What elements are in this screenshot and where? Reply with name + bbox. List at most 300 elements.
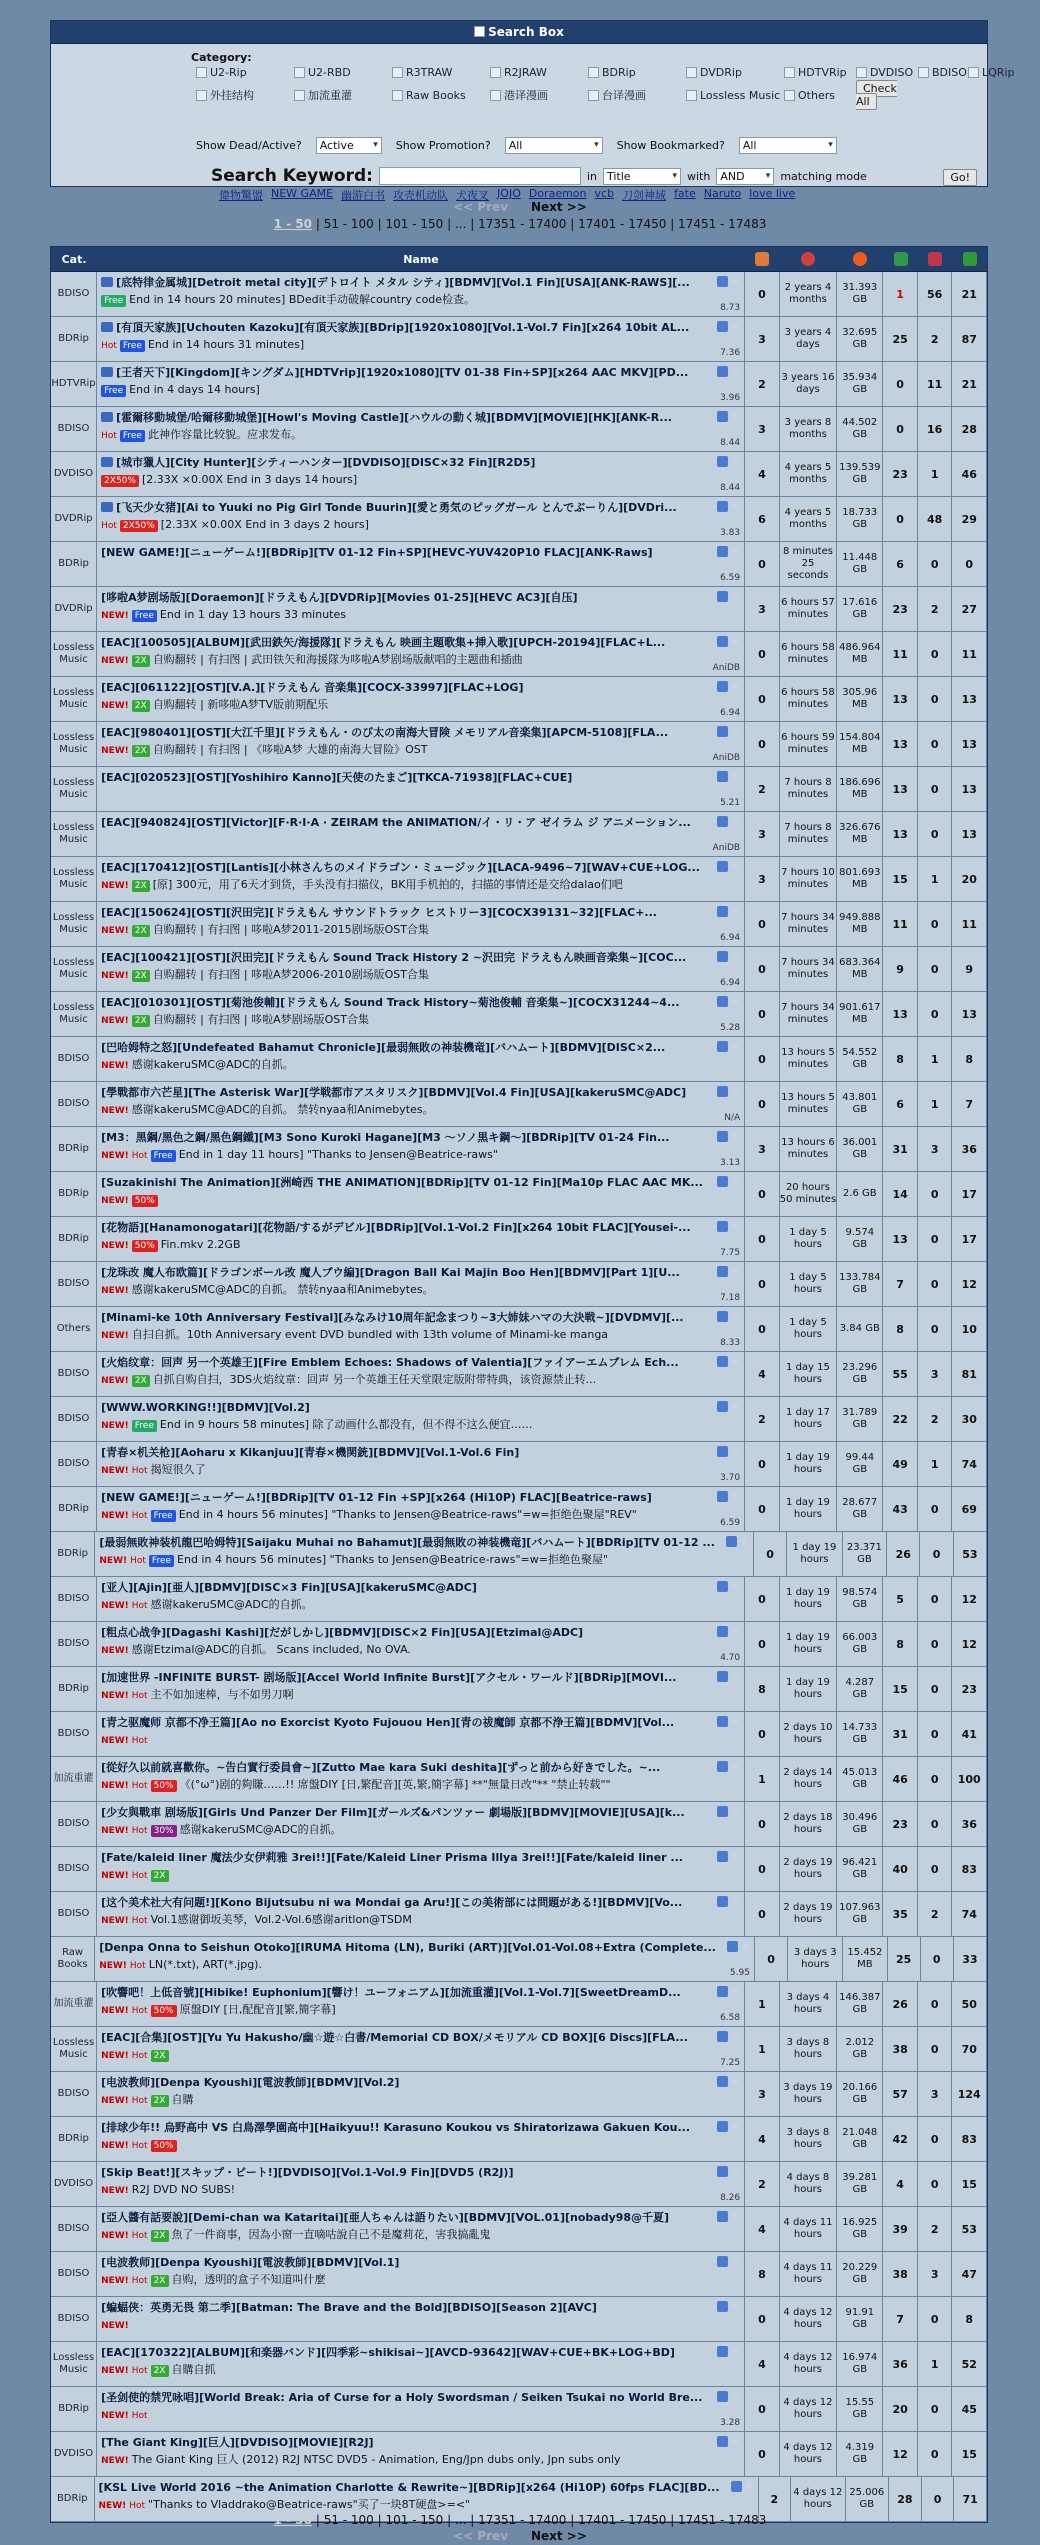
category-cell[interactable]: Lossless Music <box>51 992 97 1036</box>
completed-count[interactable]: 11 <box>952 632 987 676</box>
category-checkbox[interactable] <box>294 82 392 108</box>
prev-link[interactable]: << Prev <box>453 200 509 214</box>
comments-count[interactable]: 0 <box>745 1442 780 1486</box>
seeders-count[interactable]: 23 <box>883 1802 918 1846</box>
page-link[interactable]: 17451 - 17483 <box>678 2513 767 2527</box>
torrent-title[interactable]: [排球少年!! 烏野高中 VS 白鳥澤學園高中][Haikyuu!! Karasuno Koukou vs Shiratorizawa Gakuen Kou... <box>101 2121 691 2134</box>
category-checkbox[interactable] <box>392 82 490 108</box>
leechers-count[interactable]: 0 <box>918 1847 953 1891</box>
seeders-count[interactable]: 13 <box>883 677 918 721</box>
bookmark-star-icon[interactable]: ★ <box>743 2479 755 2493</box>
download-icon[interactable] <box>717 861 728 872</box>
category-checkbox[interactable] <box>294 66 392 79</box>
leechers-count[interactable]: 16 <box>918 407 953 451</box>
comments-count[interactable]: 0 <box>745 902 780 946</box>
seeders-count[interactable]: 12 <box>883 2432 918 2476</box>
completed-count[interactable]: 83 <box>952 1847 987 1891</box>
torrent-title[interactable]: [M3：黑鋼/黑色之鋼/黑色鋼鐵][M3 Sono Kuroki Hagane][M3 ～ソノ黒キ鋼～][BDRip][TV 01-24 Fin... <box>101 1131 670 1144</box>
completed-count[interactable]: 100 <box>952 1757 987 1801</box>
comments-count[interactable]: 1 <box>745 2027 780 2071</box>
download-icon[interactable] <box>717 1716 728 1727</box>
download-icon[interactable] <box>717 1041 728 1052</box>
category-cell[interactable]: BDISO <box>51 1622 97 1666</box>
category-cell[interactable]: Lossless Music <box>51 2027 97 2071</box>
comments-count[interactable]: 4 <box>745 2117 780 2161</box>
torrent-title[interactable]: [EAC][980401][OST][大江千里][ドラえもん・のび太の南海大冒険 メモリアル音楽集][APCM-5108][FLA... <box>101 726 669 739</box>
leechers-count[interactable]: 0 <box>918 1217 953 1261</box>
seeders-count[interactable]: 7 <box>883 2297 918 2341</box>
category-cell[interactable]: BDRip <box>51 2387 97 2431</box>
seeders-count[interactable]: 13 <box>883 722 918 766</box>
comments-count[interactable]: 3 <box>745 812 780 856</box>
bookmark-star-icon[interactable]: ★ <box>730 1219 741 1233</box>
leechers-count[interactable]: 0 <box>921 1937 954 1981</box>
bookmark-star-icon[interactable]: ★ <box>730 1624 741 1638</box>
bookmark-star-icon[interactable]: ★ <box>730 1894 741 1908</box>
checkbox-icon[interactable] <box>784 67 795 78</box>
completed-count[interactable]: 12 <box>952 1262 987 1306</box>
bookmark-star-icon[interactable]: ★ <box>730 319 741 333</box>
completed-count[interactable]: 17 <box>952 1172 987 1216</box>
torrent-title[interactable]: [The Giant King][巨人][DVDISO][MOVIE][R2J] <box>101 2436 374 2449</box>
download-icon[interactable] <box>717 1131 728 1142</box>
download-icon[interactable] <box>717 276 728 287</box>
completed-count[interactable]: 52 <box>952 2342 987 2386</box>
completed-count[interactable]: 0 <box>952 542 987 586</box>
leechers-count[interactable]: 0 <box>922 2477 955 2521</box>
completed-count[interactable]: 124 <box>952 2072 987 2116</box>
torrent-title[interactable]: [EAC][061122][OST][V.A.][ドラえもん 音楽集][COCX-33997][FLAC+LOG] <box>101 681 524 694</box>
bookmark-star-icon[interactable]: ★ <box>730 2119 741 2133</box>
leechers-count[interactable]: 0 <box>918 677 953 721</box>
download-icon[interactable] <box>717 1401 728 1412</box>
completed-count[interactable]: 12 <box>952 1622 987 1666</box>
category-cell[interactable]: Lossless Music <box>51 632 97 676</box>
page-link[interactable]: 17451 - 17483 <box>678 217 767 231</box>
seeders-count[interactable]: 13 <box>883 992 918 1036</box>
seeders-count[interactable]: 31 <box>883 1127 918 1171</box>
torrent-title[interactable]: [电波教师][Denpa Kyoushi][電波教師][BDMV][Vol.1] <box>101 2256 400 2269</box>
torrent-title[interactable]: [飞天少女猪][Ai to Yuuki no Pig Girl Tonde Buurin][愛と勇気のピッグガール とんでぶーりん][DVDri... <box>116 501 677 514</box>
category-checkbox[interactable] <box>856 66 918 79</box>
comments-count[interactable]: 0 <box>745 1847 780 1891</box>
bookmark-star-icon[interactable]: ★ <box>730 859 741 873</box>
check-all-button[interactable]: Check All <box>856 82 897 108</box>
bookmark-star-icon[interactable]: ★ <box>730 2074 741 2088</box>
comments-count[interactable]: 3 <box>745 587 780 631</box>
bookmark-star-icon[interactable]: ★ <box>730 1444 741 1458</box>
download-icon[interactable] <box>717 2166 728 2177</box>
seeders-count[interactable]: 38 <box>883 2252 918 2296</box>
download-icon[interactable] <box>717 816 728 827</box>
download-icon[interactable] <box>717 2256 728 2267</box>
download-icon[interactable] <box>717 456 728 467</box>
bookmark-star-icon[interactable]: ★ <box>730 2434 741 2448</box>
leechers-count[interactable]: 2 <box>918 317 953 361</box>
category-cell[interactable]: BDISO <box>51 1847 97 1891</box>
download-icon[interactable] <box>717 1896 728 1907</box>
category-cell[interactable]: DVDISO <box>51 2162 97 2206</box>
seeders-count[interactable]: 0 <box>883 362 918 406</box>
seeders-count[interactable]: 36 <box>883 2342 918 2386</box>
completed-count[interactable]: 87 <box>952 317 987 361</box>
torrent-title[interactable]: [花物語][Hanamonogatari][花物語/するがデビル][BDRip][Vol.1-Vol.2 Fin][x264 10bit FLAC][Yousei-... <box>101 1221 691 1234</box>
completed-count[interactable]: 20 <box>952 857 987 901</box>
header-comments[interactable] <box>745 252 780 266</box>
category-cell[interactable]: Lossless Music <box>51 677 97 721</box>
torrent-title[interactable]: [Minami-ke 10th Anniversary Festival][みなみけ10周年記念まつり~3大姉妹ハマの大決戦~][DVDMV][... <box>101 1311 684 1324</box>
bookmark-star-icon[interactable]: ★ <box>730 2254 741 2268</box>
bookmark-star-icon[interactable]: ★ <box>730 2029 741 2043</box>
leechers-count[interactable]: 3 <box>918 2072 953 2116</box>
category-checkbox[interactable] <box>392 66 490 79</box>
download-icon[interactable] <box>731 2481 742 2492</box>
category-cell[interactable]: BDISO <box>51 2072 97 2116</box>
comments-count[interactable]: 0 <box>745 677 780 721</box>
bookmark-star-icon[interactable]: ★ <box>730 724 741 738</box>
comments-count[interactable]: 3 <box>745 2072 780 2116</box>
checkbox-icon[interactable] <box>294 90 305 101</box>
next-link[interactable]: Next >> <box>530 200 587 214</box>
download-icon[interactable] <box>717 636 728 647</box>
leechers-count[interactable]: 56 <box>918 272 953 316</box>
leechers-count[interactable]: 0 <box>918 2162 953 2206</box>
completed-count[interactable]: 41 <box>952 1712 987 1756</box>
category-cell[interactable]: BDRip <box>51 1487 97 1531</box>
category-checkbox[interactable] <box>968 66 1018 79</box>
checkbox-icon[interactable] <box>968 67 979 78</box>
torrent-title[interactable]: [EAC][020523][OST][Yoshihiro Kanno][天使のたまご][TKCA-71938][FLAC+CUE] <box>101 771 573 784</box>
download-icon[interactable] <box>717 2076 728 2087</box>
download-icon[interactable] <box>717 501 728 512</box>
seeders-count[interactable]: 11 <box>883 902 918 946</box>
bookmark-star-icon[interactable]: ★ <box>730 2299 741 2313</box>
completed-count[interactable]: 83 <box>952 2117 987 2161</box>
category-cell[interactable]: Others <box>51 1307 97 1351</box>
seeders-count[interactable]: 25 <box>888 1937 921 1981</box>
torrent-title[interactable]: [EAC][100505][ALBUM][武田鉄矢/海援隊][ドラえもん 映画主題歌集+挿入歌][UPCH-20194][FLAC+L... <box>101 636 666 649</box>
comments-count[interactable]: 0 <box>745 947 780 991</box>
seeders-count[interactable]: 43 <box>883 1487 918 1531</box>
seeders-count[interactable]: 31 <box>883 1712 918 1756</box>
torrent-title[interactable]: [青春×机关枪][Aoharu x Kikanjuu][青春×機関銃][BDMV][Vol.1-Vol.6 Fin] <box>101 1446 520 1459</box>
category-cell[interactable]: HDTVRip <box>51 362 97 406</box>
hot-search-link[interactable]: 刀剑神域 <box>622 189 667 202</box>
category-cell[interactable]: Lossless Music <box>51 947 97 991</box>
torrent-title[interactable]: [EAC][合集][OST][Yu Yu Hakusho/幽☆遊☆白書/Memorial CD BOX/メモリアル CD BOX][6 Discs][FLA... <box>101 2031 688 2044</box>
seeders-count[interactable]: 42 <box>883 2117 918 2161</box>
checkbox-icon[interactable] <box>918 67 929 78</box>
seeders-count[interactable]: 8 <box>883 1037 918 1081</box>
leechers-count[interactable]: 0 <box>918 632 953 676</box>
completed-count[interactable]: 81 <box>952 1352 987 1396</box>
comments-count[interactable]: 0 <box>745 1802 780 1846</box>
completed-count[interactable]: 50 <box>952 1982 987 2026</box>
torrent-title[interactable]: [EAC][170322][ALBUM][和楽器バンド][四季彩~shikisai~][AVCD-93642][WAV+CUE+BK+LOG+BD] <box>101 2346 675 2359</box>
torrent-title[interactable]: [少女與戰車 剧场版][Girls Und Panzer Der Film][ガールズ&パンツァー 劇場版][BDMV][MOVIE][USA][k... <box>101 1806 685 1819</box>
bookmark-star-icon[interactable]: ★ <box>730 634 741 648</box>
download-icon[interactable] <box>717 546 728 557</box>
comments-count[interactable]: 4 <box>745 2342 780 2386</box>
download-icon[interactable] <box>717 1356 728 1367</box>
bookmark-star-icon[interactable]: ★ <box>730 2164 741 2178</box>
download-icon[interactable] <box>717 411 728 422</box>
seeders-count[interactable]: 15 <box>883 1667 918 1711</box>
comments-count[interactable]: 0 <box>754 1532 787 1576</box>
download-icon[interactable] <box>717 1806 728 1817</box>
seeders-count[interactable]: 26 <box>883 1982 918 2026</box>
torrent-title[interactable]: [Suzakinishi The Animation][洲崎西 THE ANIMATION][BDRip][TV 01-12 Fin][Ma10p FLAC AAC MK... <box>101 1176 703 1189</box>
leechers-count[interactable]: 0 <box>918 1982 953 2026</box>
seeders-count[interactable]: 26 <box>887 1532 920 1576</box>
bookmark-star-icon[interactable]: ★ <box>730 1129 741 1143</box>
comments-count[interactable]: 0 <box>745 1037 780 1081</box>
leechers-count[interactable]: 2 <box>918 1892 953 1936</box>
comments-count[interactable]: 0 <box>745 1082 780 1126</box>
comments-count[interactable]: 2 <box>745 1397 780 1441</box>
torrent-title[interactable]: [城市獵人][City Hunter][シティーハンター][DVDISO][DISC×32 Fin][R2D5] <box>116 456 536 469</box>
category-cell[interactable]: BDRip <box>51 1667 97 1711</box>
leechers-count[interactable]: 0 <box>918 2297 953 2341</box>
download-icon[interactable] <box>717 2031 728 2042</box>
completed-count[interactable]: 12 <box>952 1577 987 1621</box>
checkbox-icon[interactable] <box>588 90 599 101</box>
comments-count[interactable]: 0 <box>755 1937 788 1981</box>
torrent-title[interactable]: [EAC][940824][OST][Victor][F·R·I·A · ZEIRAM the ANIMATION/イ・リ・ア ゼイラム ジ アニメーション... <box>101 816 691 829</box>
leechers-count[interactable]: 0 <box>918 1622 953 1666</box>
torrent-title[interactable]: [哆啦A梦剧场版][Doraemon][ドラえもん][DVDRip][Movies 01-25][HEVC AC3][自压] <box>101 591 578 604</box>
torrent-title[interactable]: [EAC][170412][OST][Lantis][小林さんちのメイドラゴン・ミュージック][LACA-9496~7][WAV+CUE+LOG... <box>101 861 700 874</box>
completed-count[interactable]: 36 <box>952 1802 987 1846</box>
header-leechers[interactable] <box>918 252 953 266</box>
torrent-title[interactable]: [圣剑使的禁咒咏唱][World Break: Aria of Curse for a Holy Swordsman / Seiken Tsukai no World Bre... <box>101 2391 703 2404</box>
category-cell[interactable]: BDISO <box>51 1442 97 1486</box>
category-checkbox[interactable] <box>196 82 294 108</box>
bookmark-star-icon[interactable]: ★ <box>730 1039 741 1053</box>
header-completed[interactable] <box>952 252 987 266</box>
comments-count[interactable]: 2 <box>745 2162 780 2206</box>
completed-count[interactable]: 13 <box>952 767 987 811</box>
seeders-count[interactable]: 4 <box>883 2162 918 2206</box>
leechers-count[interactable]: 0 <box>918 1262 953 1306</box>
go-button[interactable]: Go! <box>943 169 977 186</box>
comments-count[interactable]: 2 <box>745 362 780 406</box>
hot-search-link[interactable]: 偉物驚盟 <box>219 189 263 202</box>
bookmark-star-icon[interactable]: ★ <box>730 589 741 603</box>
page-link[interactable]: 17351 - 17400 <box>478 217 567 231</box>
page-link[interactable]: 17351 - 17400 <box>478 2513 567 2527</box>
seeders-count[interactable]: 28 <box>889 2477 922 2521</box>
download-icon[interactable] <box>717 1581 728 1592</box>
category-cell[interactable]: BDISO <box>51 1892 97 1936</box>
torrent-title[interactable]: [學戰都市六芒星][The Asterisk War][学戦都市アスタリスク][BDMV][Vol.4 Fin][USA][kakeruSMC@ADC] <box>101 1086 687 1099</box>
page-link[interactable]: 17401 - 17450 <box>578 217 667 231</box>
torrent-title[interactable]: [WWW.WORKING!!][BDMV][Vol.2] <box>101 1401 310 1414</box>
download-icon[interactable] <box>717 1671 728 1682</box>
bookmark-star-icon[interactable]: ★ <box>730 1984 741 1998</box>
leechers-count[interactable]: 3 <box>918 2252 953 2296</box>
category-cell[interactable]: BDISO <box>51 1037 97 1081</box>
checkbox-icon[interactable] <box>686 90 697 101</box>
hot-search-link[interactable]: fate <box>674 187 696 200</box>
category-cell[interactable]: DVDRip <box>51 497 97 541</box>
seeders-count[interactable]: 49 <box>883 1442 918 1486</box>
page-link[interactable]: 101 - 150 <box>385 217 444 231</box>
page-link[interactable]: 51 - 100 <box>323 217 374 231</box>
hot-search-link[interactable]: 攻壳机动队 <box>393 189 449 202</box>
download-icon[interactable] <box>717 1761 728 1772</box>
seeders-count[interactable]: 25 <box>883 317 918 361</box>
bookmark-star-icon[interactable]: ★ <box>730 814 741 828</box>
category-cell[interactable]: BDISO <box>51 2297 97 2341</box>
download-icon[interactable] <box>717 1851 728 1862</box>
leechers-count[interactable]: 1 <box>918 2342 953 2386</box>
torrent-title[interactable]: [Denpa Onna to Seishun Otoko][IRUMA Hitoma (LN), Buriki (ART)][Vol.01-Vol.08+Extra (Complete... <box>99 1941 716 1954</box>
page-link[interactable]: 17401 - 17450 <box>578 2513 667 2527</box>
download-icon[interactable] <box>717 591 728 602</box>
seeders-count[interactable]: 5 <box>883 1577 918 1621</box>
bookmark-star-icon[interactable]: ★ <box>738 1534 750 1548</box>
leechers-count[interactable]: 0 <box>918 2117 953 2161</box>
torrent-title[interactable]: [加速世界 -INFINITE BURST- 剧场版][Accel World Infinite Burst][アクセル・ワールド][BDRip][MOVI... <box>101 1671 677 1684</box>
bookmark-star-icon[interactable]: ★ <box>730 1489 741 1503</box>
torrent-title[interactable]: [NEW GAME!][ニューゲーム!][BDRip][TV 01-12 Fin+SP][HEVC-YUV420P10 FLAC][ANK-Raws] <box>101 546 653 559</box>
leechers-count[interactable]: 0 <box>918 1757 953 1801</box>
checkbox-icon[interactable] <box>686 67 697 78</box>
comments-count[interactable]: 0 <box>745 272 780 316</box>
completed-count[interactable]: 13 <box>952 722 987 766</box>
torrent-title[interactable]: [霍爾移動城堡/哈爾移動城堡][Howl's Moving Castle][ハウルの動く城][BDMV][MOVIE][HK][ANK-R... <box>116 411 672 424</box>
checkbox-icon[interactable] <box>392 90 403 101</box>
comments-count[interactable]: 0 <box>745 2297 780 2341</box>
torrent-title[interactable]: [從好久以前就喜歡你。~告白實行委員會~][Zutto Mae kara Suki deshita][ずっと前から好きでした。~... <box>101 1761 661 1774</box>
leechers-count[interactable]: 1 <box>918 1442 953 1486</box>
torrent-title[interactable]: [EAC][150624][OST][沢田完][ドラえもん サウンドトラック ヒストリー3][COCX39131~32][FLAC+... <box>101 906 657 919</box>
seeders-count[interactable]: 0 <box>883 497 918 541</box>
comments-count[interactable]: 0 <box>745 1577 780 1621</box>
leechers-count[interactable]: 2 <box>918 1397 953 1441</box>
download-icon[interactable] <box>717 2301 728 2312</box>
bookmark-star-icon[interactable]: ★ <box>730 1849 741 1863</box>
leechers-count[interactable]: 2 <box>918 2207 953 2251</box>
torrent-title[interactable]: [KSL Live World 2016 ~the Animation Charlotte & Rewrite~][BDRip][x264 (Hi10P) 60fps FLAC][BD... <box>98 2481 720 2494</box>
comments-count[interactable]: 0 <box>745 1217 780 1261</box>
leechers-count[interactable]: 0 <box>918 1667 953 1711</box>
collapse-icon[interactable] <box>474 26 485 37</box>
category-checkbox[interactable] <box>784 82 856 108</box>
torrent-title[interactable]: [这个美术社大有问题!][Kono Bijutsubu ni wa Mondai ga Aru!][この美術部には問題がある!][BDMV][Vo... <box>101 1896 683 1909</box>
header-cat[interactable]: Cat. <box>61 252 87 266</box>
seeders-count[interactable]: 39 <box>883 2207 918 2251</box>
bookmark-star-icon[interactable]: ★ <box>730 1264 741 1278</box>
category-checkbox[interactable] <box>686 82 784 108</box>
completed-count[interactable]: 15 <box>952 2162 987 2206</box>
leechers-count[interactable]: 1 <box>918 452 953 496</box>
category-cell[interactable]: Lossless Music <box>51 722 97 766</box>
bookmark-star-icon[interactable]: ★ <box>730 1399 741 1413</box>
header-seeders[interactable] <box>883 252 918 266</box>
keyword-input[interactable] <box>379 167 581 185</box>
category-cell[interactable]: Raw Books <box>51 1937 95 1981</box>
download-icon[interactable] <box>717 951 728 962</box>
comments-count[interactable]: 4 <box>745 2207 780 2251</box>
category-checkbox[interactable] <box>686 66 784 79</box>
category-checkbox[interactable] <box>588 66 686 79</box>
show-bookmarked-select[interactable]: All ▾ <box>739 137 837 154</box>
category-cell[interactable]: BDISO <box>51 1262 97 1306</box>
page-link[interactable]: ... <box>454 2513 467 2527</box>
leechers-count[interactable]: 0 <box>918 1802 953 1846</box>
category-checkbox[interactable] <box>196 66 294 79</box>
category-cell[interactable]: BDISO <box>51 1352 97 1396</box>
leechers-count[interactable]: 0 <box>918 1577 953 1621</box>
comments-count[interactable]: 0 <box>745 542 780 586</box>
torrent-title[interactable]: [吹響吧！上低音號][Hibike! Euphonium][響け！ユーフォニアム][加流重灌][Vol.1-Vol.7][SweetDreamD... <box>101 1986 681 1999</box>
seeders-count[interactable]: 13 <box>883 812 918 856</box>
leechers-count[interactable]: 3 <box>918 1352 953 1396</box>
completed-count[interactable]: 71 <box>954 2477 987 2521</box>
leechers-count[interactable]: 11 <box>918 362 953 406</box>
completed-count[interactable]: 45 <box>952 2387 987 2431</box>
category-cell[interactable]: BDISO <box>51 2207 97 2251</box>
completed-count[interactable]: 74 <box>952 1442 987 1486</box>
category-cell[interactable]: DVDISO <box>51 452 97 496</box>
category-cell[interactable]: BDISO <box>51 272 97 316</box>
leechers-count[interactable]: 0 <box>918 2432 953 2476</box>
bookmark-star-icon[interactable]: ★ <box>730 1309 741 1323</box>
download-icon[interactable] <box>727 1941 738 1952</box>
download-icon[interactable] <box>717 726 728 737</box>
leechers-count[interactable]: 2 <box>918 587 953 631</box>
category-cell[interactable]: BDRip <box>51 2477 95 2521</box>
page-link[interactable]: 101 - 150 <box>385 2513 444 2527</box>
seeders-count[interactable]: 46 <box>883 1757 918 1801</box>
seeders-count[interactable]: 22 <box>883 1397 918 1441</box>
seeders-count[interactable]: 0 <box>883 407 918 451</box>
completed-count[interactable]: 13 <box>952 992 987 1036</box>
category-checkbox[interactable] <box>490 82 588 108</box>
category-cell[interactable]: BDISO <box>51 2252 97 2296</box>
bookmark-star-icon[interactable]: ★ <box>730 2209 741 2223</box>
hot-search-link[interactable]: vcb <box>594 187 615 200</box>
leechers-count[interactable]: 0 <box>918 947 953 991</box>
category-cell[interactable]: BDISO <box>51 1577 97 1621</box>
seeders-count[interactable]: 55 <box>883 1352 918 1396</box>
download-icon[interactable] <box>717 906 728 917</box>
seeders-count[interactable]: 40 <box>883 1847 918 1891</box>
checkbox-icon[interactable] <box>196 90 207 101</box>
bookmark-star-icon[interactable]: ★ <box>730 499 741 513</box>
category-cell[interactable]: DVDISO <box>51 2432 97 2476</box>
completed-count[interactable]: 10 <box>952 1307 987 1351</box>
seeders-count[interactable]: 38 <box>883 2027 918 2071</box>
category-cell[interactable]: BDRip <box>51 1127 97 1171</box>
checkbox-icon[interactable] <box>490 67 501 78</box>
bookmark-star-icon[interactable]: ★ <box>730 1759 741 1773</box>
download-icon[interactable] <box>717 2391 728 2402</box>
hot-search-link[interactable]: 幽游白书 <box>341 189 386 202</box>
seeders-count[interactable]: 35 <box>883 1892 918 1936</box>
checkbox-icon[interactable] <box>294 67 305 78</box>
category-cell[interactable]: DVDRip <box>51 587 97 631</box>
seeders-count[interactable]: 23 <box>883 587 918 631</box>
category-cell[interactable]: Lossless Music <box>51 902 97 946</box>
search-field-select[interactable]: Title ▾ <box>603 168 681 185</box>
comments-count[interactable]: 0 <box>745 1892 780 1936</box>
completed-count[interactable]: 46 <box>952 452 987 496</box>
bookmark-star-icon[interactable]: ★ <box>730 409 741 423</box>
category-cell[interactable]: BDRip <box>51 1532 95 1576</box>
